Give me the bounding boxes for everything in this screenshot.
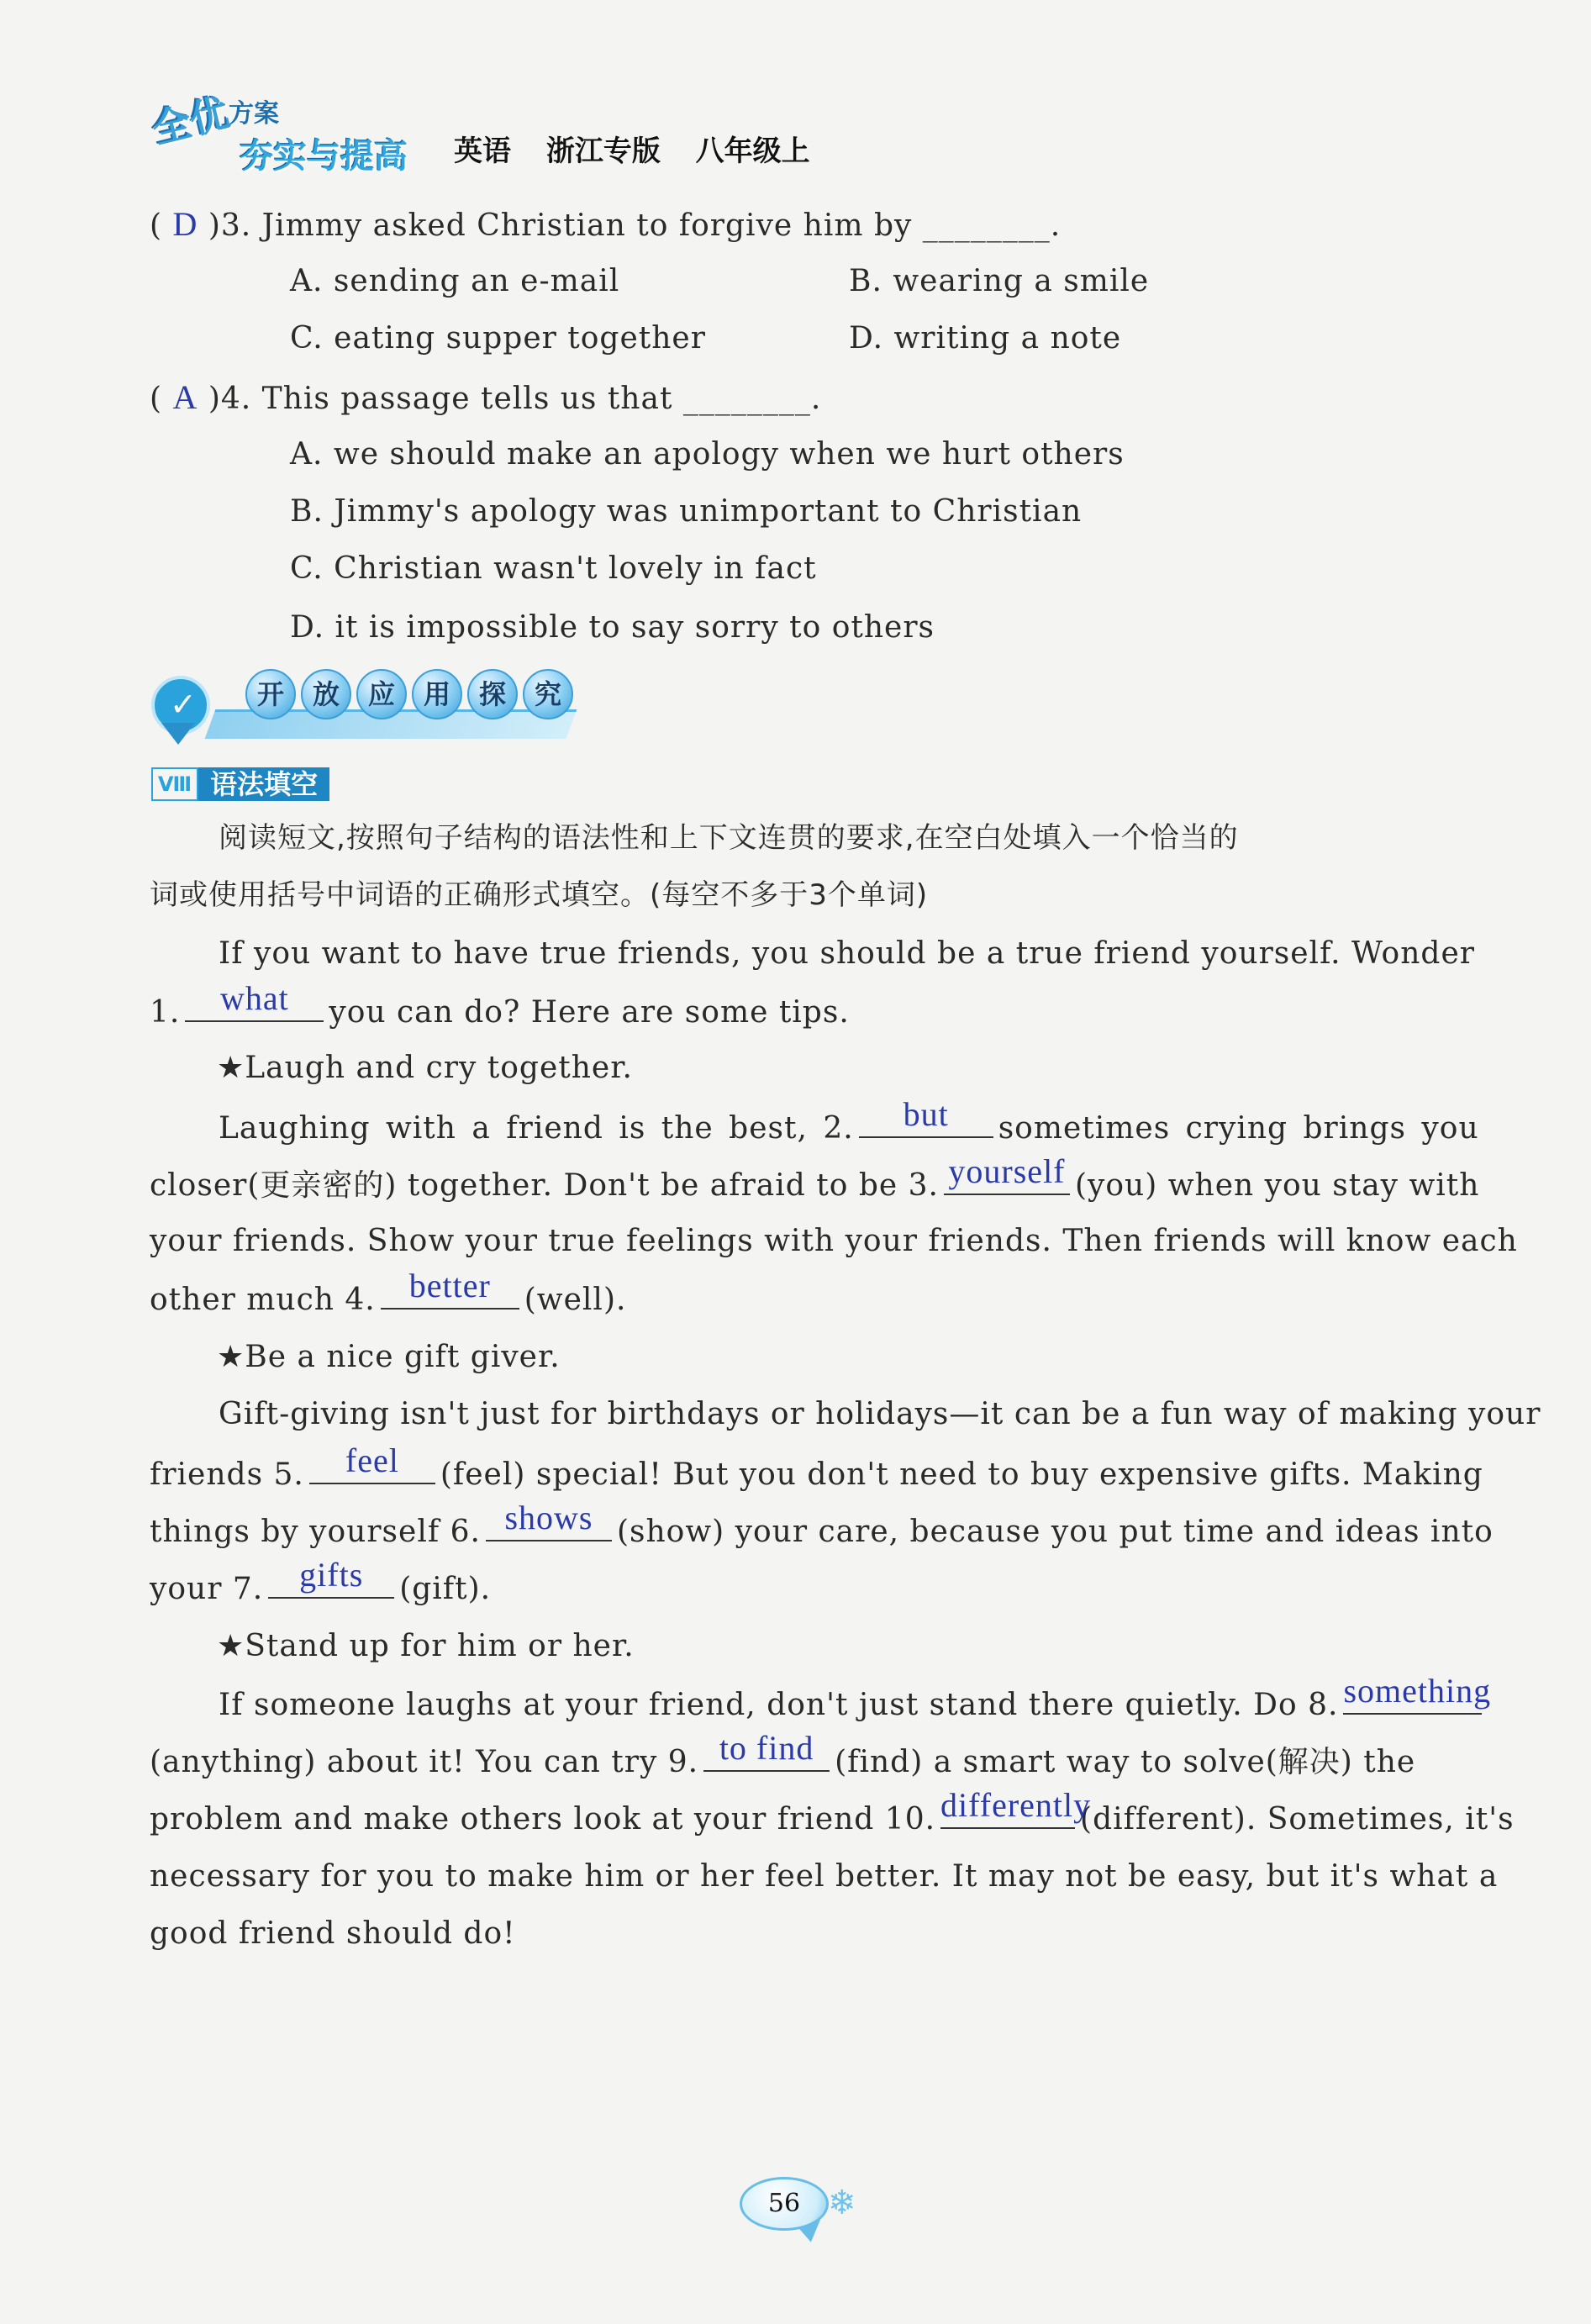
answer-7: gifts	[299, 1556, 364, 1594]
section-label	[151, 765, 329, 804]
tip-heading: ★Be a nice gift giver.	[217, 1340, 561, 1374]
passage-line: 1. what you can do? Here are some tips.	[150, 979, 850, 1030]
q4-option-d: D. it is impossible to say sorry to others	[290, 610, 935, 645]
q4-option-c: C. Christian wasn't lovely in fact	[290, 551, 817, 586]
snowflake-icon: ❄	[828, 2184, 856, 2222]
instruction-line-2: 词或使用括号中词语的正确形式填空。(每空不多于3个单词)	[150, 878, 929, 912]
q3-option-a: A. sending an e-mail	[290, 264, 620, 298]
passage-line: other much 4. better (well).	[150, 1267, 627, 1317]
passage-line: necessary for you to make him or her feel better. It may not be easy, but it's what a	[150, 1859, 1499, 1894]
answer-6: shows	[504, 1499, 593, 1536]
passage-line: things by yourself 6. shows (show) your care, because you put time and ideas into	[150, 1499, 1494, 1549]
section-banner	[151, 669, 576, 745]
answer-3: yourself	[948, 1152, 1066, 1190]
blank-1	[185, 979, 324, 1022]
banner-title	[245, 669, 573, 719]
page-number: 56	[740, 2177, 829, 2231]
banner-char: 开	[245, 669, 296, 719]
blank-9	[703, 1729, 830, 1772]
question-3: ( D )3. Jimmy asked Christian to forgive him by ________.	[150, 205, 1062, 243]
answer-4: better	[408, 1267, 491, 1304]
tip-heading: ★Stand up for him or her.	[217, 1629, 635, 1663]
passage-line: friends 5. feel (feel) special! But you don't need to buy expensive gifts. Making	[150, 1441, 1483, 1492]
header-title: 英语 浙江专版 八年级上	[454, 134, 810, 168]
section-number: Ⅷ	[151, 767, 198, 801]
banner-char: 用	[412, 669, 462, 719]
tip-heading: ★Laugh and cry together.	[217, 1051, 633, 1085]
logo-text-sub: 夯实与提高	[240, 137, 408, 176]
q4-option-b: B. Jimmy's apology was unimportant to Christian	[290, 494, 1083, 529]
logo-text-main: 全优	[147, 89, 234, 153]
banner-char: 放	[301, 669, 351, 719]
banner-char: 究	[523, 669, 573, 719]
answer-9: to find	[719, 1729, 814, 1767]
passage-line: your friends. Show your true feelings with your friends. Then friends will know each	[150, 1224, 1518, 1258]
passage-line: (anything) about it! You can try 9. to find (find) a smart way to solve(解决) the	[150, 1729, 1416, 1779]
passage-line: If you want to have true friends, you should be a true friend yourself. Wonder	[219, 936, 1475, 971]
blank-3	[944, 1152, 1070, 1195]
q3-option-d: D. writing a note	[849, 321, 1122, 356]
banner-char: 应	[356, 669, 407, 719]
answer-8: something	[1343, 1672, 1492, 1710]
passage-line: Laughing with a friend is the best, 2. but sometimes crying brings you	[219, 1095, 1479, 1146]
question-4-answer: A	[172, 378, 198, 416]
blank-5	[309, 1441, 435, 1484]
book-logo	[147, 89, 420, 182]
ribbon-icon	[161, 723, 195, 745]
question-3-answer: D	[172, 205, 198, 243]
check-badge-icon: ✓	[151, 676, 210, 735]
logo-text-small: 方案	[229, 99, 279, 129]
section-title: 语法填空	[198, 767, 329, 801]
passage-line: good friend should do!	[150, 1916, 516, 1951]
passage-line: closer(更亲密的) together. Don't be afraid to be 3. yourself (you) when you stay with	[150, 1152, 1480, 1203]
passage-line: If someone laughs at your friend, don't just stand there quietly. Do 8. something	[219, 1672, 1492, 1722]
answer-1: what	[219, 979, 289, 1017]
answer-2: but	[903, 1095, 949, 1133]
passage-line: Gift-giving isn't just for birthdays or holidays—it can be a fun way of making your	[219, 1397, 1541, 1431]
blank-7	[268, 1556, 394, 1599]
question-3-stem: )3. Jimmy asked Christian to forgive him by ________.	[208, 208, 1062, 243]
question-4-stem: )4. This passage tells us that ________.	[208, 382, 822, 416]
banner-char: 探	[467, 669, 518, 719]
answer-5: feel	[345, 1441, 399, 1479]
blank-4	[381, 1267, 519, 1310]
blank-10	[940, 1786, 1092, 1829]
passage-line: problem and make others look at your friend 10. differently (different). Sometimes, it's	[150, 1786, 1515, 1837]
answer-10: differently	[940, 1786, 1092, 1824]
blank-6	[486, 1499, 612, 1541]
blank-8	[1343, 1672, 1492, 1715]
instruction-line-1: 阅读短文,按照句子结构的语法性和上下文连贯的要求,在空白处填入一个恰当的	[219, 821, 1239, 855]
blank-2	[859, 1095, 993, 1138]
q3-option-b: B. wearing a smile	[849, 264, 1150, 298]
passage-line: your 7. gifts (gift).	[150, 1556, 492, 1606]
q4-option-a: A. we should make an apology when we hurt others	[290, 437, 1125, 472]
q3-option-c: C. eating supper together	[290, 321, 706, 356]
question-4: ( A )4. This passage tells us that ________.	[150, 378, 822, 416]
